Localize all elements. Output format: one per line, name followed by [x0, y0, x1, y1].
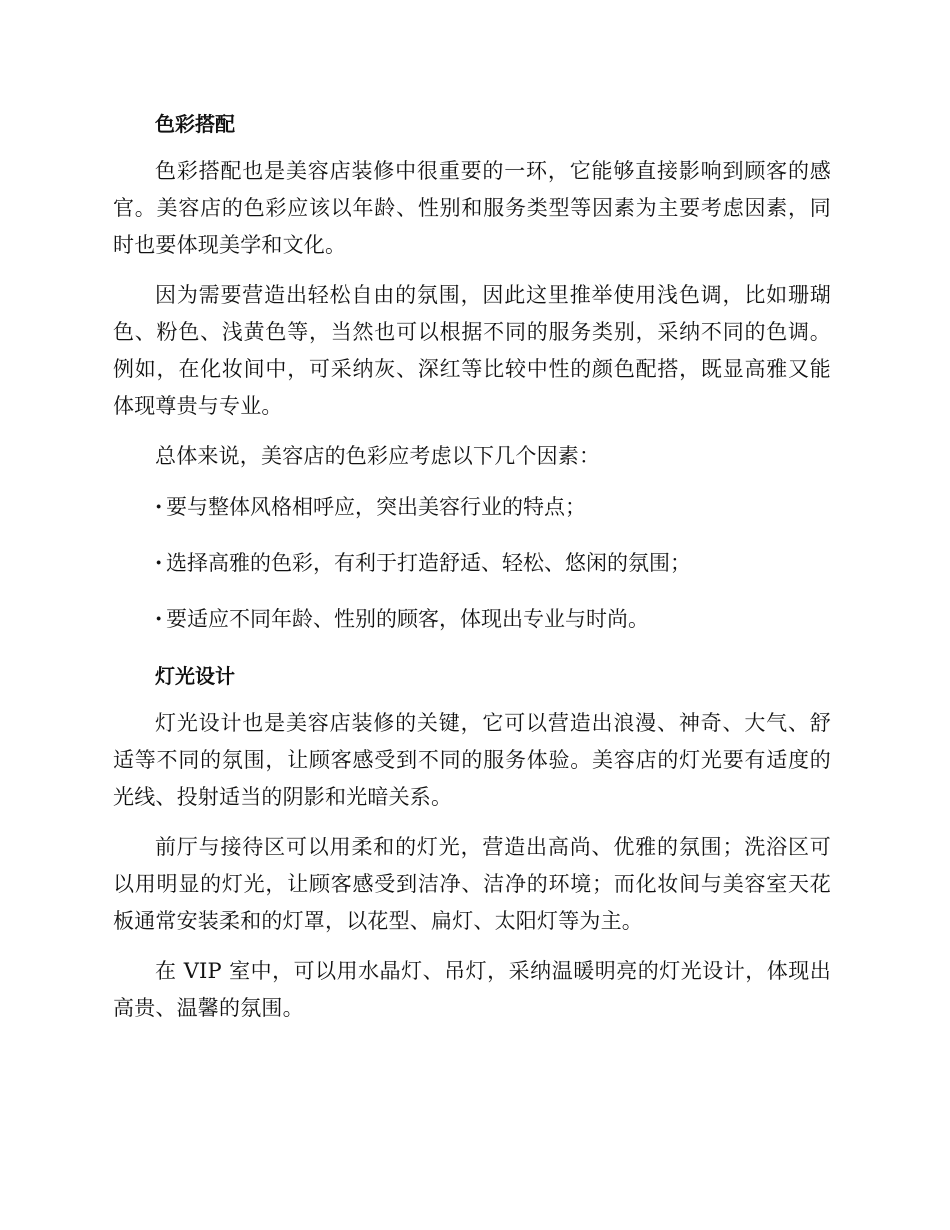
list-item: [113, 544, 831, 582]
document-page: [113, 104, 831, 1040]
section-heading-lighting: 灯光设计: [155, 664, 235, 688]
list-item: [113, 488, 831, 526]
list-item-text: 选择高雅的色彩，有利于打造舒适、轻松、悠闲的氛围；: [166, 551, 691, 575]
section-heading-color: 色彩搭配: [155, 112, 235, 136]
paragraph: 前厅与接待区可以用柔和的灯光，营造出高尚、优雅的氛围；洗浴区可以用明显的灯光，让顾客感受到洁净、洁净的环境；而化妆间与美容室天花板通常安装柔和的灯罩，以花型、扁灯、太阳灯等为主。: [113, 835, 831, 933]
paragraph: 灯光设计也是美容店装修的关键，它可以营造出浪漫、神奇、大气、舒适等不同的氛围，让顾客感受到不同的服务体验。美容店的灯光要有适度的光线、投射适当的阴影和光暗关系。: [113, 711, 831, 809]
paragraph: 在 VIP 室中，可以用水晶灯、吊灯，采纳温暖明亮的灯光设计，体现出高贵、温馨的氛围。: [113, 959, 831, 1020]
paragraph: 色彩搭配也是美容店装修中很重要的一环，它能够直接影响到顾客的感官。美容店的色彩应该以年龄、性别和服务类型等因素为主要考虑因素，同时也要体现美学和文化。: [113, 159, 831, 257]
list-item: [113, 600, 831, 638]
list-item-text: 要适应不同年龄、性别的顾客，体现出专业与时尚。: [166, 607, 649, 631]
bullet-icon: ·: [155, 494, 163, 519]
paragraph: 因为需要营造出轻松自由的氛围，因此这里推举使用浅色调，比如珊瑚色、粉色、浅黄色等，当然也可以根据不同的服务类别，采纳不同的色调。例如，在化妆间中，可采纳灰、深红等比较中性的颜色配搭，既显高雅又能体现尊贵与专业。: [113, 283, 831, 418]
bullet-icon: ·: [155, 606, 163, 631]
list-item-text: 要与整体风格相呼应，突出美容行业的特点；: [166, 495, 586, 519]
paragraph: 总体来说，美容店的色彩应考虑以下几个因素：: [155, 444, 601, 468]
bullet-icon: ·: [155, 550, 163, 575]
